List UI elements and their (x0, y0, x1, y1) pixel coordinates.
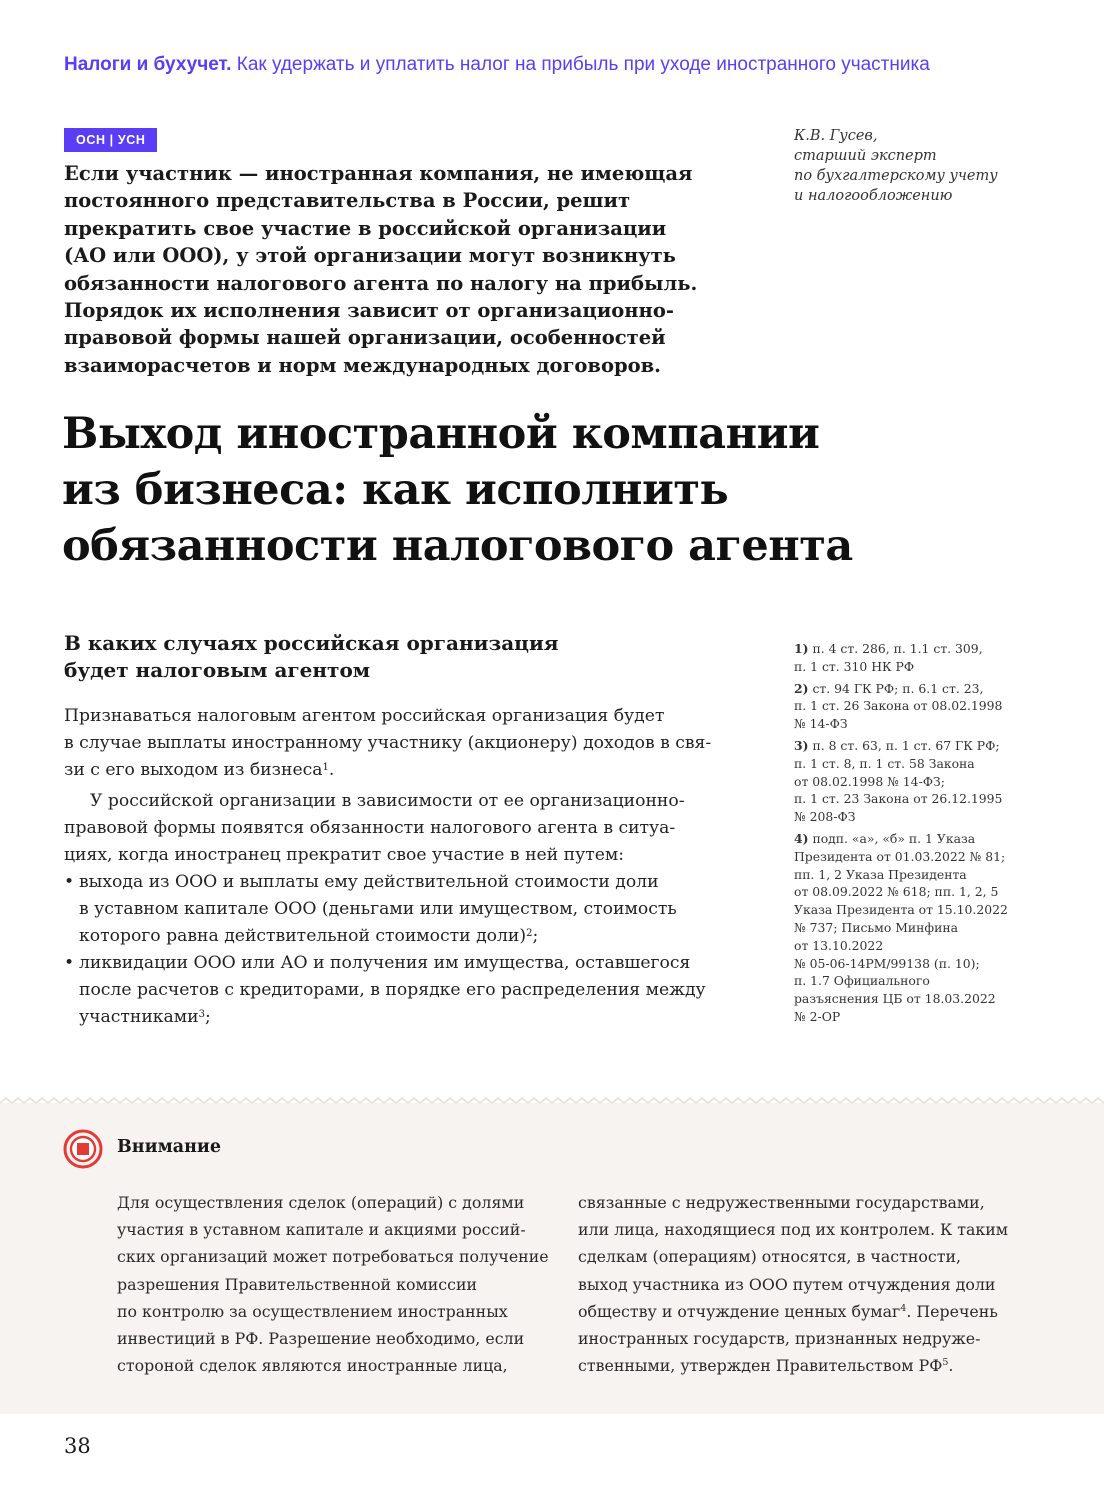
footnote-text: п. 1 ст. 8, п. 1 ст. 58 Закона (794, 755, 975, 771)
body-line: Признаваться налоговым агентом российская организация будет (64, 706, 665, 726)
attention-line: или лица, находящиеся под их контролем. К таким (578, 1220, 1009, 1240)
attention-line: сделкам (операциям) относятся, в частности, (578, 1247, 961, 1267)
punctuation: . (948, 1356, 954, 1376)
footnote-1 (794, 640, 1054, 676)
body-line (64, 757, 754, 784)
bullet-marker: • (64, 953, 75, 973)
attention-line: иностранных государств, признанных недруже- (578, 1329, 981, 1349)
footnote-text: от 13.10.2022 (794, 937, 884, 953)
footnote-text: № 14-ФЗ (794, 716, 848, 732)
lead-line: взаиморасчетов и норм международных договоров. (64, 353, 661, 377)
article-title (62, 406, 1062, 574)
footnote-text: ст. 94 ГК РФ; п. 6.1 ст. 23, (812, 680, 984, 696)
bullet-continuation: после расчетов с кредиторами, в порядке его распределения между (79, 980, 706, 1000)
footnote-text: № 2-ОР (794, 1008, 841, 1024)
footnote-2 (794, 680, 1054, 733)
tax-regime-badge: ОСН | УСН (64, 128, 157, 152)
lead-paragraph (64, 160, 764, 379)
attention-line: участия в уставном капитале и акциями россий- (117, 1220, 526, 1240)
attention-line: выход участника из ООО путем отчуждения доли (578, 1274, 996, 1294)
subheading-line: В каких случаях российская организация (64, 631, 559, 655)
title-line: обязанности налогового агента (62, 521, 853, 571)
lead-line: постоянного представительства в России, решит (64, 189, 631, 213)
body-line: правовой формы появятся обязанности налогового агента в ситуа- (64, 818, 676, 838)
lead-line: обязанности налогового агента по налогу на прибыль. (64, 271, 698, 295)
stop-icon (63, 1129, 103, 1169)
lead-line: (АО или ООО), у этой организации могут возникнуть (64, 244, 676, 268)
footnote-text: разъяснения ЦБ от 18.03.2022 (794, 991, 996, 1007)
footnote-ref[interactable]: 4 (900, 1302, 907, 1314)
author-block (794, 126, 1054, 206)
punctuation: . (328, 760, 335, 780)
attention-line: по контролю за осуществлением иностранных (117, 1301, 508, 1321)
body-line: циях, когда иностранец прекратит свое участие в ней путем: (64, 845, 625, 865)
lead-line: Порядок их исполнения зависит от организационно- (64, 299, 674, 323)
attention-line (578, 1352, 1018, 1379)
author-position-line: старший эксперт (794, 148, 937, 164)
attention-box (0, 1103, 1104, 1414)
footnote-text: подп. «а», «б» п. 1 Указа (812, 830, 976, 846)
running-header (64, 54, 1064, 76)
attention-line-text: . Перечень (906, 1301, 998, 1321)
attention-line: разрешения Правительственной комиссии (117, 1274, 478, 1294)
footnote-text: пп. 1, 2 Указа Президента (794, 866, 967, 882)
attention-title: Внимание (117, 1137, 222, 1157)
lead-line: Если участник — иностранная компания, не имеющая (64, 162, 693, 185)
bullet-continuation (64, 923, 754, 950)
bullet-continuation: в уставном капитале ООО (деньгами или имуществом, стоимость (79, 899, 677, 919)
bullet-text: участниками (79, 1007, 199, 1027)
footnote-text: п. 1 ст. 23 Закона от 26.12.1995 (794, 791, 1003, 807)
footnote-ref[interactable]: 3 (198, 1009, 205, 1020)
footnote-text: № 208-ФЗ (794, 809, 856, 825)
header-section: Налоги и бухучет. (64, 54, 232, 75)
punctuation: ; (204, 1007, 211, 1027)
footnote-ref[interactable]: 2 (526, 928, 533, 939)
footnote-text: п. 1.7 Официального (794, 973, 930, 989)
bullet-item (64, 869, 754, 896)
footnote-text: от 08.09.2022 № 618; пп. 1, 2, 5 (794, 884, 999, 900)
lead-line: правовой формы нашей организации, особенностей (64, 326, 666, 350)
footnote-4 (794, 830, 1054, 1026)
bullet-text: ликвидации ООО или АО и получения им имущества, оставшегося (79, 953, 691, 973)
body-line-text: зи с его выходом из бизнеса (64, 760, 323, 780)
section-subheading (64, 630, 764, 684)
bullet-item (64, 950, 754, 977)
attention-line-text: ственными, утвержден Правительством РФ (578, 1356, 943, 1376)
zigzag-edge (0, 1097, 1104, 1104)
bullet-text: которого равна действительной стоимости доли) (79, 926, 527, 946)
attention-line (578, 1298, 1018, 1325)
body-line: в случае выплаты иностранному участнику (акционеру) доходов в свя- (64, 733, 712, 753)
author-position-line: и налогообложению (794, 188, 953, 204)
punctuation: ; (532, 926, 539, 946)
title-line: Выход иностранной компании (62, 409, 820, 459)
attention-line: Для осуществления сделок (операций) с долями (117, 1193, 525, 1212)
footnote-text: п. 1 ст. 26 Закона от 08.02.1998 (794, 698, 1003, 714)
subheading-line: будет налоговым агентом (64, 658, 371, 682)
footnote-text: от 08.02.1998 № 14-ФЗ; (794, 773, 945, 789)
footnotes-column (794, 640, 1054, 1030)
footnote-text: п. 4 ст. 286, п. 1.1 ст. 309, (812, 641, 983, 656)
footnote-ref[interactable]: 1 (322, 762, 329, 773)
footnote-number: 2) (794, 680, 809, 696)
footnote-text: п. 1 ст. 310 НК РФ (794, 658, 915, 674)
footnote-text: Президента от 01.03.2022 № 81; (794, 848, 1006, 864)
author-name: К.В. Гусев, (794, 128, 878, 144)
body-line: У российской организации в зависимости от ее организационно- (90, 791, 685, 811)
footnote-3 (794, 737, 1054, 826)
attention-line: инвестиций в РФ. Разрешение необходимо, если (117, 1329, 525, 1349)
attention-text-right (578, 1189, 1018, 1379)
footnote-text: Указа Президента от 15.10.2022 (794, 902, 1008, 918)
bullet-text: выхода из ООО и выплаты ему действительной стоимости доли (79, 872, 659, 892)
footnote-number: 4) (794, 830, 809, 846)
footnote-text: № 05-06-14РМ/99138 (п. 10); (794, 955, 980, 971)
attention-text-left (117, 1189, 547, 1379)
page-number: 38 (64, 1434, 91, 1458)
bullet-continuation (64, 1004, 754, 1031)
attention-line: связанные с недружественными государствами, (578, 1193, 985, 1212)
footnote-text: п. 8 ст. 63, п. 1 ст. 67 ГК РФ; (812, 737, 1000, 753)
bullet-marker: • (64, 872, 75, 892)
footnote-number: 1) (794, 641, 809, 656)
footnote-number: 3) (794, 737, 809, 753)
attention-line-text: обществу и отчуждение ценных бумаг (578, 1301, 901, 1321)
header-topic: Как удержать и уплатить налог на прибыль при уходе иностранного участника (236, 54, 930, 75)
article-body (64, 703, 754, 1031)
title-line: из бизнеса: как исполнить (62, 465, 729, 515)
author-position-line: по бухгалтерскому учету (794, 168, 998, 184)
footnote-text: № 737; Письмо Минфина (794, 919, 959, 935)
attention-line: ских организаций может потребоваться получение (117, 1247, 549, 1267)
footnote-ref[interactable]: 5 (942, 1357, 949, 1369)
attention-line: стороной сделок являются иностранные лица, (117, 1356, 508, 1376)
lead-line: прекратить свое участие в российской организации (64, 216, 667, 240)
